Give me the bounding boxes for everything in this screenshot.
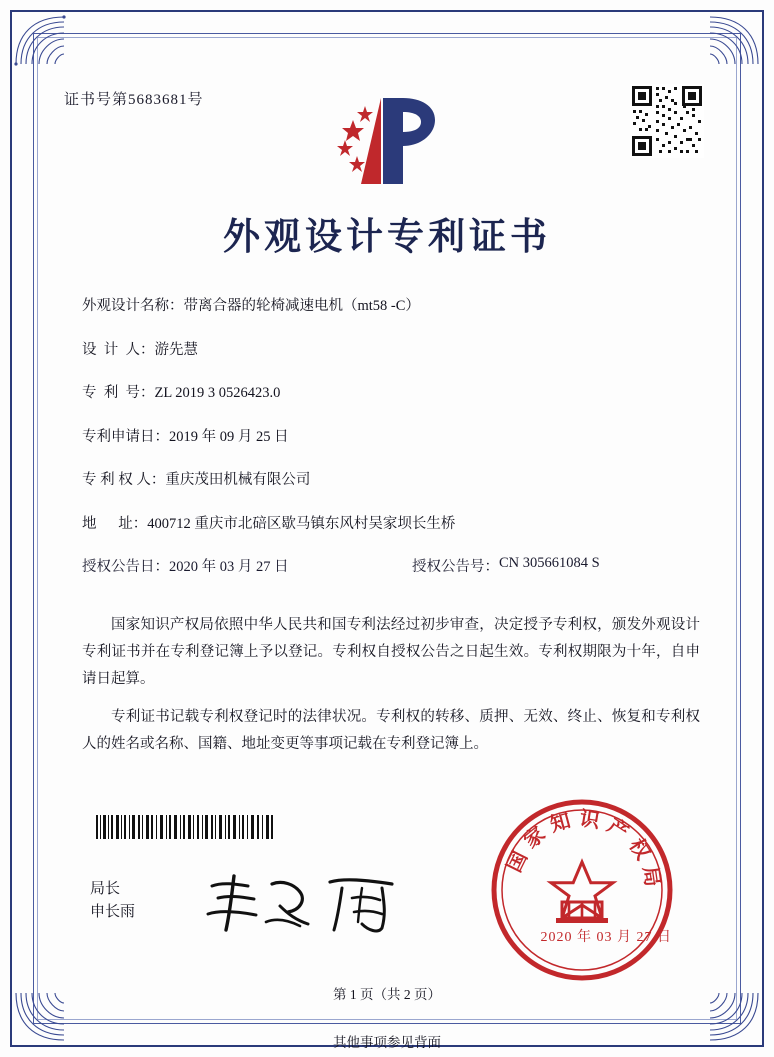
svg-text:国家知识产权局: 国家知识产权局 bbox=[501, 805, 667, 895]
signatory-block bbox=[90, 878, 135, 923]
field-patent-number bbox=[82, 381, 704, 402]
field-label: 授权公告日： bbox=[82, 559, 169, 575]
field-label: 专利申请日： bbox=[82, 428, 169, 445]
field-grant-row bbox=[82, 555, 704, 576]
qr-code-icon bbox=[630, 84, 704, 158]
official-red-seal-icon bbox=[488, 796, 676, 984]
field-grant-date bbox=[82, 555, 412, 576]
field-design-name bbox=[82, 294, 704, 315]
field-value: 2019 年 09 月 25 日 bbox=[169, 428, 289, 445]
field-label: 授权公告号： bbox=[412, 559, 499, 575]
certificate-number: 证书号第5683681号 bbox=[64, 92, 204, 108]
signatory-title: 局长 bbox=[90, 881, 121, 897]
certificate-content bbox=[46, 46, 728, 1011]
field-address bbox=[82, 512, 704, 533]
fields-list bbox=[82, 294, 704, 594]
field-patentee bbox=[82, 468, 704, 489]
field-designer bbox=[82, 338, 704, 359]
field-value: 游先慧 bbox=[154, 341, 198, 358]
field-value: ZL 2019 3 0526423.0 bbox=[154, 385, 281, 401]
field-value: 2020 年 03 月 27 日 bbox=[169, 559, 289, 575]
legal-paragraph-1: 国家知识产权局依照中华人民共和国专利法经过初步审查，决定授予专利权，颁发外观设计专利证书并在专利登记簿上予以登记。专利权自授权公告之日起生效。专利权期限为十年，自申请日起算。 bbox=[82, 617, 700, 687]
field-grant-publication-number bbox=[412, 555, 600, 576]
legal-paragraph-2: 专利证书记载专利权登记时的法律状况。专利权的转移、质押、无效、终止、恢复和专利权人的姓名或名称、国籍、地址变更等事项记载在专利登记簿上。 bbox=[82, 709, 700, 753]
page-title: 外观设计专利证书 bbox=[223, 214, 551, 258]
field-label: 专 利 权 人： bbox=[82, 472, 166, 488]
footer-note: 其他事项参见背面 bbox=[333, 1035, 441, 1050]
page-number: 第 1 页（共 2 页） bbox=[333, 987, 441, 1002]
field-label: 专 利 号： bbox=[82, 385, 155, 401]
field-value: 重庆茂田机械有限公司 bbox=[165, 472, 311, 488]
barcode-icon bbox=[94, 814, 274, 840]
field-value: 400712 重庆市北碚区歇马镇东风村吴家坝长生桥 bbox=[147, 515, 456, 532]
handwritten-signature-icon bbox=[196, 868, 426, 938]
field-application-date bbox=[82, 425, 704, 446]
field-value: 带离合器的轮椅减速电机（mt58 -C） bbox=[183, 298, 420, 314]
field-label: 设 计 人： bbox=[82, 341, 155, 358]
signatory-name: 申长雨 bbox=[90, 903, 136, 920]
seal-date: 2020 年 03 月 27 日 bbox=[540, 930, 672, 945]
sipo-emblem-icon bbox=[317, 84, 457, 194]
field-label: 外观设计名称： bbox=[82, 298, 184, 314]
legal-text bbox=[82, 612, 700, 770]
field-value: CN 305661084 S bbox=[499, 555, 600, 571]
field-label: 地 址： bbox=[82, 515, 148, 532]
